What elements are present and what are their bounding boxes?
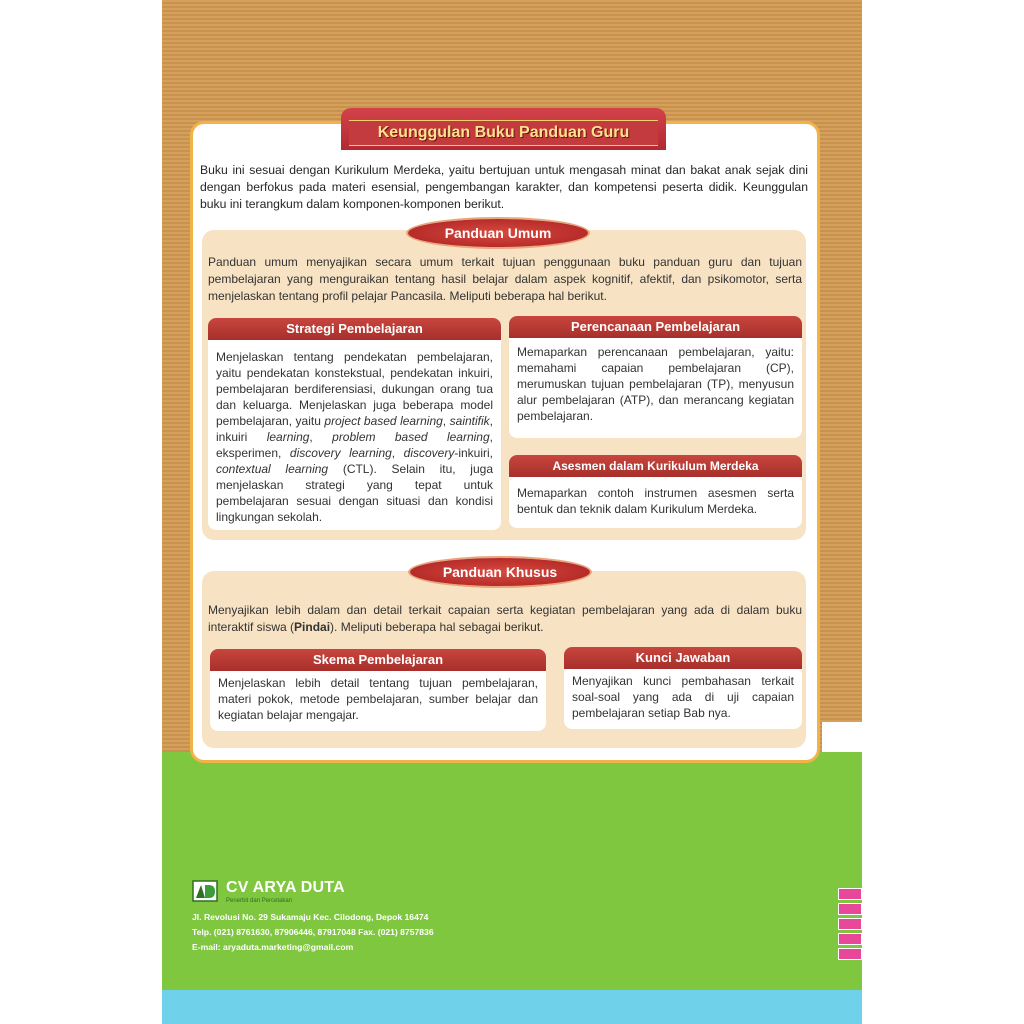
panduan-khusus-text: Menyajikan lebih dalam dan detail terkait capaian serta kegiatan pembelajaran yang ada di dalam buku interaktif siswa (Pindai). Meliputi beberapa hal sebagai berikut.	[208, 603, 802, 634]
cover-notch	[822, 722, 862, 752]
title-banner	[341, 108, 666, 150]
kunci-title: Kunci Jawaban	[564, 647, 802, 669]
asesmen-text: Memaparkan contoh instrumen asesmen serta bentuk dan teknik dalam Kurikulum Merdeka.	[517, 486, 794, 516]
skema-box	[210, 649, 546, 731]
perencanaan-box	[509, 316, 802, 438]
publisher-logo-icon	[192, 879, 218, 903]
kunci-text: Menyajikan kunci pembahasan terkait soal-soal yang ada di uji capaian pembelajaran setiap Bab nya.	[572, 674, 794, 720]
pink-stripes	[838, 888, 862, 963]
panduan-umum-text: Panduan umum menyajikan secara umum terkait tujuan penggunaan buku panduan guru dan tujuan pembelajaran yang menguraikan tentang hasil belajar dalam aspek kognitif, afektif, dan psikomotor, serta menjelaskan tentang profil pelajar Pancasila. Meliputi beberapa hal berikut.	[208, 255, 802, 303]
publisher-phone: Telp. (021) 8761630, 87906446, 87917048 Fax. (021) 8757836	[192, 927, 434, 937]
stripe	[838, 888, 862, 900]
publisher-address: Jl. Revolusi No. 29 Sukamaju Kec. Cilodong, Depok 16474	[192, 912, 429, 922]
stripe	[838, 933, 862, 945]
stripe	[838, 918, 862, 930]
strategi-title: Strategi Pembelajaran	[208, 318, 501, 340]
publisher-name: CV ARYA DUTA	[226, 879, 345, 896]
intro-paragraph: Buku ini sesuai dengan Kurikulum Merdeka, yaitu bertujuan untuk mengasah minat dan bakat anak sejak dini dengan berfokus pada materi esensial, pengembangan karakter, dan kompetensi peserta didik. Keunggulan buku ini terangkum dalam komponen-komponen berikut.	[200, 163, 808, 211]
publisher-email: E-mail: aryaduta.marketing@gmail.com	[192, 942, 354, 952]
cover-blue-band	[162, 990, 862, 1024]
cover-green-band	[162, 752, 862, 990]
skema-text: Menjelaskan lebih detail tentang tujuan pembelajaran, materi pokok, metode pembelajaran, sumber belajar dan kegiatan belajar mengajar.	[218, 676, 538, 722]
stripe	[838, 948, 862, 960]
stripe	[838, 903, 862, 915]
strategi-box	[208, 318, 501, 530]
panduan-khusus-label: Panduan Khusus	[410, 558, 590, 586]
banner-title: Keunggulan Buku Panduan Guru	[349, 120, 658, 146]
panduan-umum-label: Panduan Umum	[408, 219, 588, 247]
asesmen-box	[509, 455, 802, 528]
publisher-tagline: Penerbit dan Percetakan	[226, 898, 293, 904]
kunci-box	[564, 647, 802, 729]
asesmen-title: Asesmen dalam Kurikulum Merdeka	[509, 455, 802, 477]
perencanaan-text: Memaparkan perencanaan pembelajaran, yaitu: memahami capaian pembelajaran (CP), merumuskan tujuan pembelajaran (TP), menyusun alur pembelajaran (ATP), dan merancang kegiatan pembelajaran.	[517, 345, 794, 423]
strategi-text: Menjelaskan tentang pendekatan pembelajaran, yaitu pendekatan konstekstual, pendekatan inkuiri, pembelajaran berdiferensiasi, dukungan orang tua dan keluarga. Menjelaskan juga beberapa model pembelajaran, yaitu project based learning, saintifik, inkuiri learning, problem based learning, eksperimen, discovery learning, discovery-inkuiri, contextual learning (CTL). Selain itu, juga menjelaskan strategi yang tepat untuk pembelajaran sesuai dengan situasi dan kondisi lingkungan sekolah.	[216, 350, 494, 524]
skema-title: Skema Pembelajaran	[210, 649, 546, 671]
perencanaan-title: Perencanaan Pembelajaran	[509, 316, 802, 338]
